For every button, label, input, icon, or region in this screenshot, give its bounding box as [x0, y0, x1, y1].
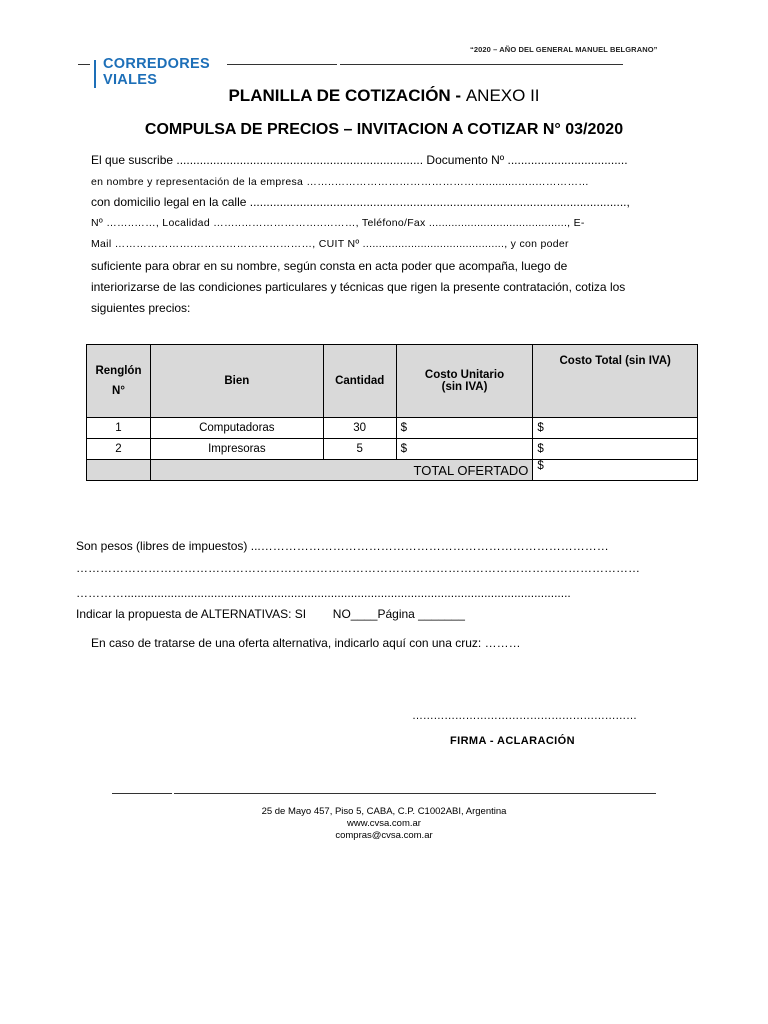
footer-email: compras@cvsa.com.ar	[335, 830, 433, 841]
logo-line2: VIALES	[103, 71, 158, 88]
cell-cantidad: 30	[323, 418, 396, 439]
alternativas-line: Indicar la propuesta de ALTERNATIVAS: SI NO____Página _______	[76, 607, 465, 621]
cell-renglon: 1	[87, 418, 151, 439]
signature-line: ………………………………………………………	[412, 710, 637, 722]
total-blank	[87, 460, 151, 481]
page-subtitle: COMPULSA DE PRECIOS – INVITACION A COTIZAR N° 03/2020	[144, 121, 624, 138]
son-pesos-line: Son pesos (libres de impuestos) ...……………………………………………………………………………	[76, 539, 609, 553]
footer-web: www.cvsa.com.ar	[347, 818, 421, 829]
logo	[103, 57, 210, 88]
body-line-4: Nº ……..……, Localidad ……..…………………..………, Teléfono/Fax ..........................................., E-	[91, 217, 585, 229]
body-line-3: con domicilio legal en la calle .................................................................................................................,	[91, 195, 630, 209]
logo-dash	[78, 64, 90, 65]
cell-bien: Computadoras	[150, 418, 323, 439]
cell-total: $	[533, 439, 698, 460]
footer-rule-right	[174, 793, 656, 794]
page-title	[0, 86, 768, 106]
total-value: $	[533, 460, 698, 481]
table-row	[87, 418, 698, 439]
total-label: TOTAL OFERTADO	[150, 460, 532, 481]
cell-bien: Impresoras	[150, 439, 323, 460]
cell-cantidad: 5	[323, 439, 396, 460]
body-line-8: siguientes precios:	[91, 301, 191, 315]
body-line-5: Mail ………………….……………………………, CUIT Nº ............................................, y con poder	[91, 238, 569, 250]
header-renglon: Renglón N°	[87, 345, 151, 418]
body-line-6: suficiente para obrar en su nombre, según consta en acta poder que acompaña, luego de	[91, 259, 568, 273]
header-motto: “2020 – AÑO DEL GENERAL MANUEL BELGRANO”	[470, 45, 658, 54]
dots-line-2: …………......................................................................................................................................	[76, 586, 571, 600]
body-line-1: El que suscribe .......................................................................... Documento Nº ....................................	[91, 153, 628, 167]
table-row	[87, 439, 698, 460]
header-costo-unitario: Costo Unitario (sin IVA)	[396, 345, 533, 418]
quote-table	[86, 344, 698, 481]
table-header-row	[87, 345, 698, 418]
header-rule-left	[227, 64, 337, 65]
body-line-7: interiorizarse de las condiciones particulares y técnicas que rigen la presente contratación, cotiza los	[91, 280, 626, 294]
signature-label: FIRMA - ACLARACIÓN	[450, 735, 575, 747]
header-rule-right	[340, 64, 623, 65]
header-costo-total: Costo Total (sin IVA)	[533, 345, 698, 418]
header-cantidad: Cantidad	[323, 345, 396, 418]
dots-line-1: ……………………………………………………………………………………………………………………………	[76, 561, 640, 575]
oferta-alternativa-line: En caso de tratarse de una oferta alternativa, indicarlo aquí con una cruz: ………	[91, 636, 521, 650]
logo-line1: CORREDORES	[103, 56, 210, 72]
footer-rule-left	[112, 793, 172, 794]
footer-address: 25 de Mayo 457, Piso 5, CABA, C.P. C1002ABI, Argentina	[261, 806, 507, 817]
body-line-2: en nombre y representación de la empresa ……..……………………………………..........…..……………	[91, 176, 590, 188]
cell-unitario: $	[396, 439, 533, 460]
header-bien: Bien	[150, 345, 323, 418]
cell-total: $	[533, 418, 698, 439]
title-bold: PLANILLA DE COTIZACIÓN -	[228, 86, 466, 105]
cell-unitario: $	[396, 418, 533, 439]
footer	[0, 806, 768, 842]
cell-renglon: 2	[87, 439, 151, 460]
logo-bar	[94, 60, 96, 88]
title-annex: ANEXO II	[465, 86, 540, 105]
table-total-row	[87, 460, 698, 481]
